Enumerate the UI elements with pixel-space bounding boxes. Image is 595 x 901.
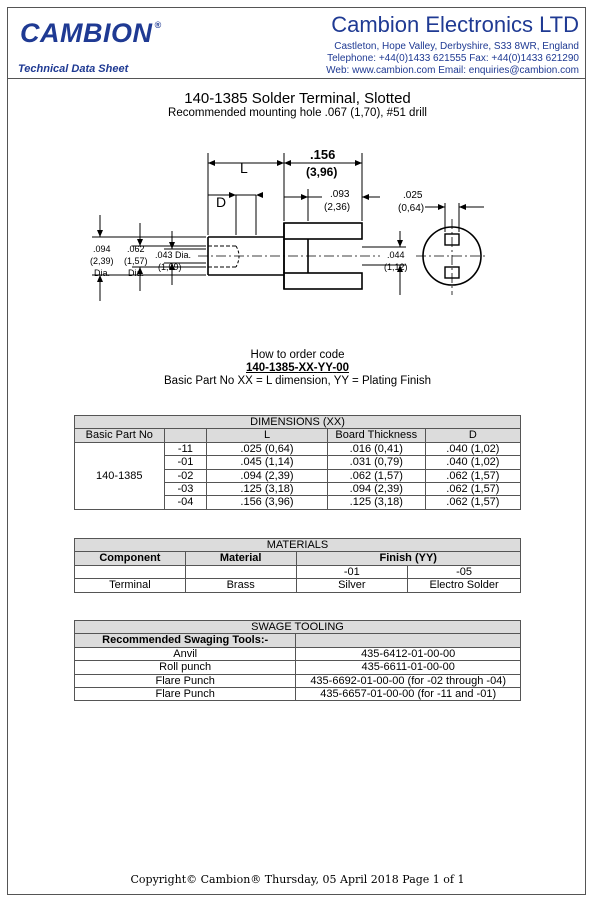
dimensions-caption: DIMENSIONS (XX) [75,416,521,429]
product-title: 140-1385 Solder Terminal, Slotted [184,90,411,107]
materials-caption: MATERIALS [75,539,521,552]
material-cell: Brass [185,579,296,592]
code-cell: -03 [164,483,207,496]
finish-code-01: -01 [296,565,408,578]
board-cell: .094 (2,39) [327,483,425,496]
tool-cell: Anvil [75,647,296,660]
l-cell: .094 (2,39) [207,469,328,482]
tool-cell: Flare Punch [75,688,296,701]
dim-156-mm: (3,96) [306,165,338,179]
doc-type-label: Technical Data Sheet [18,63,129,75]
table-row [75,579,521,592]
col-component: Component [75,552,186,565]
dim-062-in: .062 [127,244,145,254]
dim-062-mm: (1,57) [124,256,148,266]
code-cell: -11 [164,442,207,455]
col-material: Material [185,552,296,565]
col-finish: Finish (YY) [296,552,521,565]
board-cell: .031 (0,79) [327,456,425,469]
d-cell: .062 (1,57) [425,469,520,482]
table-row [75,674,521,687]
company-name: Cambion Electronics LTD [331,12,579,37]
materials-table [74,538,521,593]
order-heading: How to order code [250,349,345,361]
dim-025-in: .025 [403,190,423,201]
component-cell: Terminal [75,579,186,592]
dim-d-label: D [216,194,227,210]
empty-cell [296,634,521,647]
dim-093-in: .093 [330,189,350,200]
finish-01-cell: Silver [296,579,408,592]
dim-094-suffix: Dia. [94,268,111,278]
dim-093-mm: (2,36) [324,202,351,213]
swage-caption: SWAGE TOOLING [75,621,521,634]
part-number-cell: 140-1385 [75,442,165,509]
dim-l-label: L [240,160,248,176]
dim-044-mm: (1,12) [384,262,408,272]
swage-subheader: Recommended Swaging Tools:- [75,634,296,647]
d-cell: .040 (1,02) [425,456,520,469]
table-row [75,688,521,701]
swage-tooling-table [74,620,521,701]
tool-part-cell: 435-6412-01-00-00 [296,647,521,660]
col-code [164,429,207,442]
board-cell: .125 (3,18) [327,496,425,509]
company-phone: Telephone: +44(0)1433 621555 Fax: +44(0)1433 621290 [327,53,579,64]
dim-043-in: .043 Dia. [155,250,192,260]
dim-062-suffix: Dia. [128,268,145,278]
technical-drawing [80,145,500,315]
company-web: Web: www.cambion.com Email: enquiries@cambion.com [326,65,579,76]
company-address: Castleton, Hope Valley, Derbyshire, S33 8WR, England [334,41,579,52]
l-cell: .025 (0,64) [207,442,328,455]
tool-cell: Roll punch [75,661,296,674]
page-footer: Copyright© Cambion® Thursday, 05 April 2018 Page 1 of 1 [130,873,465,886]
header-divider [7,78,586,79]
cambion-logo: CAMBION ® [20,18,162,48]
d-cell: .040 (1,02) [425,442,520,455]
dim-043-mm: (1,09) [158,262,182,272]
tool-part-cell: 435-6692-01-00-00 (for -02 through -04) [296,674,521,687]
col-board-thickness: Board Thickness [327,429,425,442]
tool-part-cell: 435-6611-01-00-00 [296,661,521,674]
col-l: L [207,429,328,442]
dim-094-in: .094 [93,244,111,254]
board-cell: .062 (1,57) [327,469,425,482]
d-cell: .062 (1,57) [425,483,520,496]
d-cell: .062 (1,57) [425,496,520,509]
board-cell: .016 (0,41) [327,442,425,455]
col-basic-part-no: Basic Part No [75,429,165,442]
order-code: 140-1385-XX-YY-00 [246,362,349,374]
dim-025-mm: (0,64) [398,203,425,214]
tool-cell: Flare Punch [75,674,296,687]
l-cell: .125 (3,18) [207,483,328,496]
finish-05-cell: Electro Solder [408,579,521,592]
code-cell: -01 [164,456,207,469]
dimensions-table [74,415,521,510]
finish-code-05: -05 [408,565,521,578]
empty-cell [75,565,186,578]
l-cell: .045 (1,14) [207,456,328,469]
table-row [75,661,521,674]
empty-cell [185,565,296,578]
tool-part-cell: 435-6657-01-00-00 (for -11 and -01) [296,688,521,701]
dim-156-in: .156 [310,147,336,162]
code-cell: -04 [164,496,207,509]
code-cell: -02 [164,469,207,482]
col-d: D [425,429,520,442]
l-cell: .156 (3,96) [207,496,328,509]
product-subtitle: Recommended mounting hole .067 (1,70), #51 drill [168,107,427,119]
dim-094-mm: (2,39) [90,256,114,266]
table-row [75,647,521,660]
table-row [75,442,521,455]
dim-044-in: .044 [387,250,405,260]
order-explanation: Basic Part No XX = L dimension, YY = Plating Finish [164,375,431,387]
